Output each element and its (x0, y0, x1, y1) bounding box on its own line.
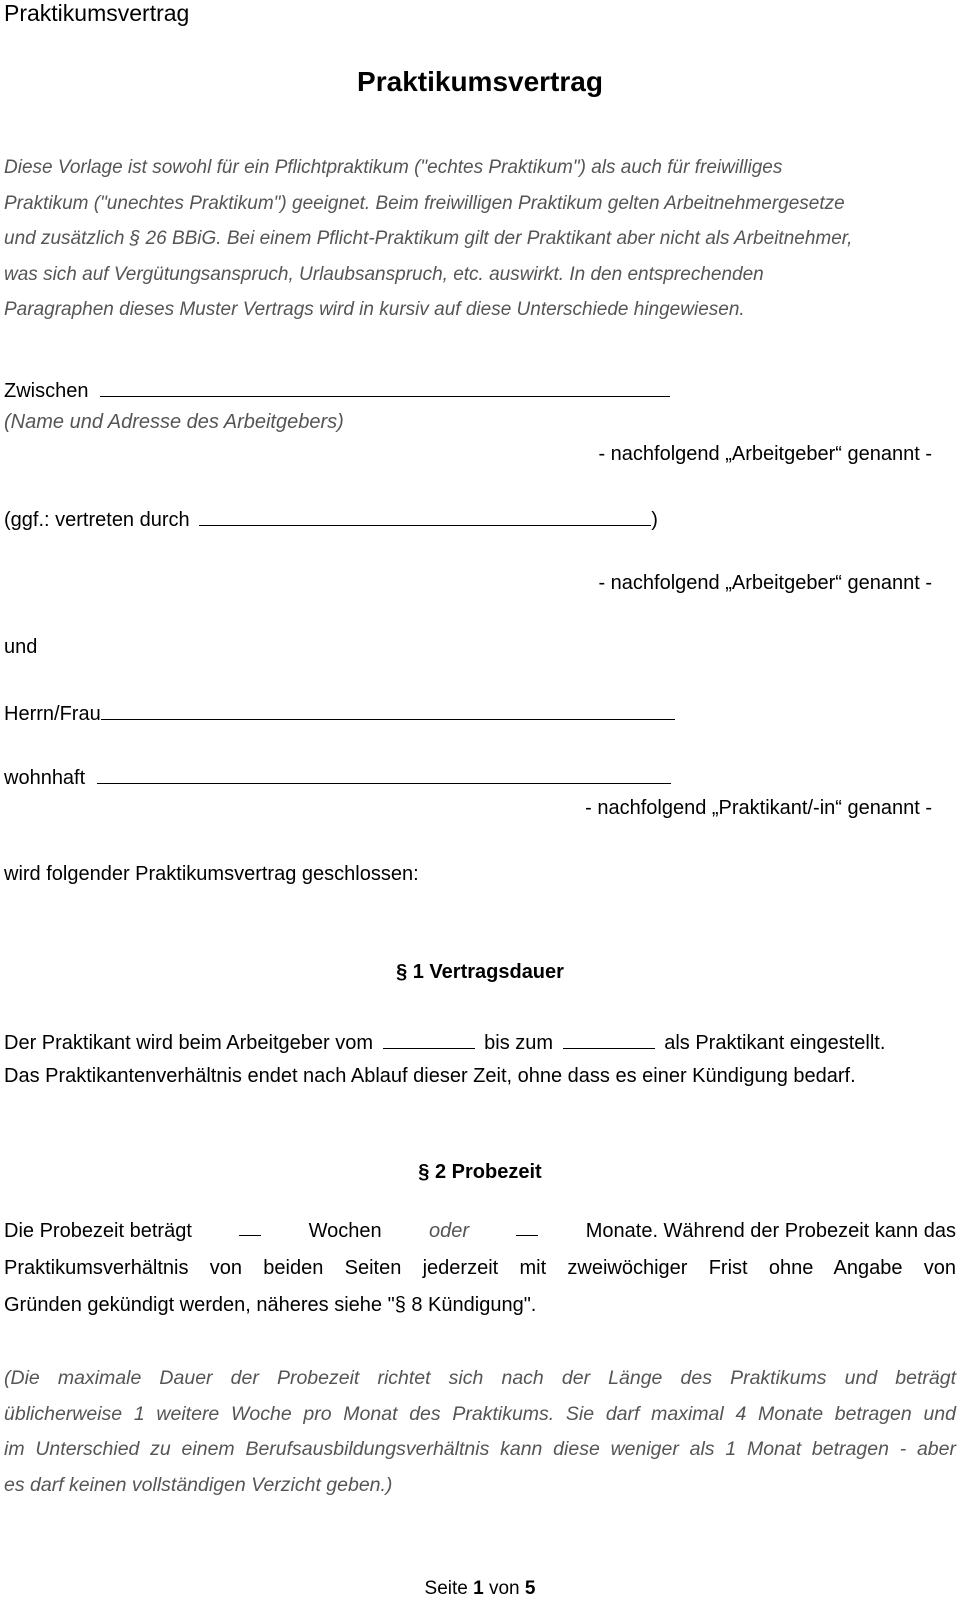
residence-field[interactable] (97, 765, 671, 784)
text-segment: Monate. Während der Probezeit kann das (585, 1220, 956, 1242)
between-label: Zwischen (4, 380, 89, 402)
text-segment: Praktikumsverhältnis von beiden Seiten jederzeit mit zweiwöchiger Frist ohne Angabe von (4, 1257, 956, 1279)
intern-name-line (4, 701, 675, 726)
page-label: Seite (424, 1578, 468, 1599)
note-line: im Unterschied zu einem Berufsausbildungsverhältnis kann diese weniger als 1 Monat betragen - aber (4, 1438, 956, 1460)
text-segment: Wochen (308, 1220, 382, 1242)
section-2-line: Gründen gekündigt werden, näheres siehe "§ 8 Kündigung". (4, 1294, 537, 1316)
weeks-field[interactable] (239, 1213, 261, 1236)
intro-line: Paragraphen dieses Muster Vertrags wird in kursiv auf diese Unterschiede hingewiesen. (4, 299, 745, 320)
or-text: oder (428, 1220, 470, 1242)
text-segment: als Praktikant eingestellt. (664, 1032, 886, 1054)
employer-line (4, 378, 670, 403)
section-2-paragraph (4, 1213, 956, 1324)
end-date-field[interactable] (563, 1030, 655, 1049)
residence-label: wohnhaft (4, 767, 86, 789)
note-line: (Die maximale Dauer der Probezeit richtet sich nach der Länge des Praktikums und beträgt (4, 1367, 956, 1389)
intro-line: Diese Vorlage ist sowohl für ein Pflichtpraktikum ("echtes Praktikum") als auch für freiwilliges (4, 157, 783, 178)
section-2-heading: § 2 Probezeit (418, 1161, 542, 1183)
intern-name-field[interactable] (101, 701, 675, 720)
representative-field[interactable] (199, 507, 651, 526)
represented-close: ) (651, 509, 658, 531)
person-label: Herrn/Frau (4, 703, 101, 725)
residence-line (4, 765, 671, 790)
document-title: Praktikumsvertrag (357, 66, 603, 97)
section-1-line (4, 1025, 956, 1062)
months-field[interactable] (516, 1213, 538, 1236)
section-2-line (4, 1250, 956, 1287)
start-date-field[interactable] (383, 1030, 475, 1049)
probation-note (4, 1361, 956, 1503)
page-footer (0, 1578, 960, 1600)
page-number: 1 (473, 1578, 484, 1599)
text-segment: bis zum (484, 1032, 554, 1054)
page-header: Praktikumsvertrag (4, 0, 190, 26)
of-label: von (488, 1578, 520, 1599)
intern-suffix: - nachfolgend „Praktikant/-in“ genannt - (585, 797, 932, 819)
text-segment: Die Probezeit beträgt (4, 1220, 192, 1242)
intro-line: was sich auf Vergütungsanspruch, Urlaubsanspruch, etc. auswirkt. In den entsprechenden (4, 263, 764, 285)
employer-hint: (Name und Adresse des Arbeitgebers) (4, 411, 344, 433)
page-total: 5 (524, 1578, 536, 1599)
intro-paragraph (4, 150, 944, 328)
employer-name-field[interactable] (100, 378, 670, 397)
employer-suffix: - nachfolgend „Arbeitgeber“ genannt - (598, 443, 932, 465)
text-segment: Der Praktikant wird beim Arbeitgeber vom (4, 1032, 374, 1054)
section-2-line (4, 1213, 956, 1250)
representative-suffix: - nachfolgend „Arbeitgeber“ genannt - (598, 572, 932, 594)
contract-closing: wird folgender Praktikumsvertrag geschlossen: (4, 863, 419, 885)
and-label: und (4, 636, 38, 658)
note-line: üblicherweise 1 weitere Woche pro Monat des Praktikums. Sie darf maximal 4 Monate betragen und (4, 1402, 956, 1425)
note-line: es darf keinen vollständigen Verzicht geben.) (4, 1473, 393, 1496)
section-1-paragraph (4, 1025, 956, 1095)
section-1-heading: § 1 Vertragsdauer (396, 961, 564, 983)
represented-prefix: (ggf.: vertreten durch (4, 509, 190, 531)
intro-line: und zusätzlich § 26 BBiG. Bei einem Pflicht-Praktikum gilt der Praktikant aber nicht als Arbeitnehmer, (4, 228, 853, 249)
intro-line: Praktikum ("unechtes Praktikum") geeignet. Beim freiwilligen Praktikum gelten Arbeitnehmergesetze (4, 192, 845, 214)
representative-line (4, 507, 658, 532)
section-1-line: Das Praktikantenverhältnis endet nach Ablauf dieser Zeit, ohne dass es einer Kündigung bedarf. (4, 1065, 856, 1087)
